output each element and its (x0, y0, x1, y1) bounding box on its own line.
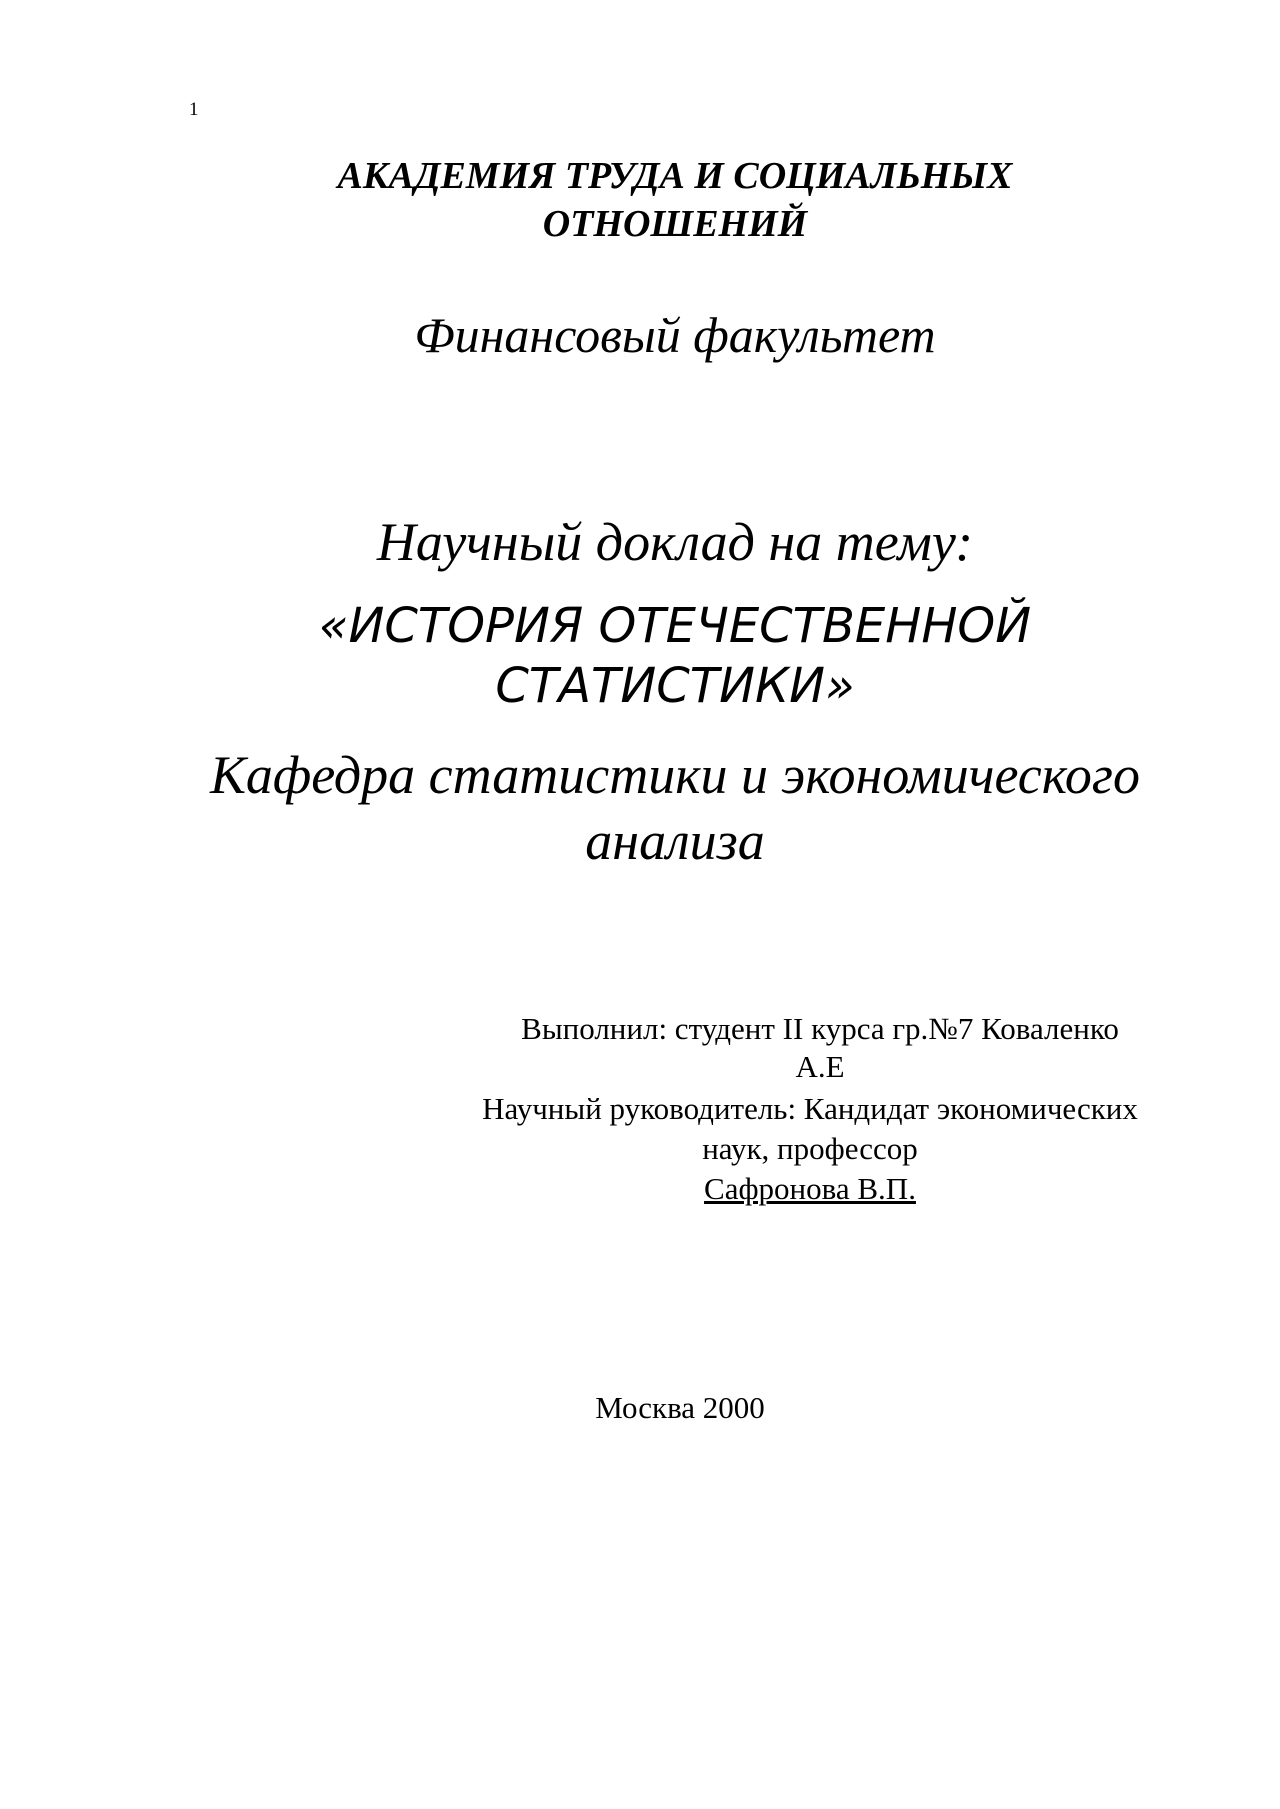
supervisor-line-1: Научный руководитель: Кандидат экономических (482, 1091, 1138, 1126)
supervisor-credit (430, 1089, 1190, 1209)
report-title (180, 596, 1170, 716)
report-title-line-2: СТАТИСТИКИ» (495, 658, 855, 714)
department-name-line-2: анализа (585, 811, 765, 871)
department-name-line-1: Кафедра статистики и экономического (210, 745, 1140, 805)
academy-name-line-2: ОТНОШЕНИЙ (542, 203, 808, 245)
supervisor-title: наук, профессор (702, 1131, 918, 1166)
city-year: Москва 2000 (595, 1390, 765, 1425)
performer-line-2: А.Е (795, 1049, 845, 1084)
department-name (180, 742, 1170, 874)
report-intro: Научный доклад на тему: (376, 512, 974, 572)
performer-line-1: Выполнил: студент II курса гр.№7 Коваленко (521, 1011, 1119, 1046)
supervisor-name: Сафронова В.П. (704, 1171, 916, 1206)
supervisor-line-2 (430, 1129, 1190, 1209)
academy-name (180, 152, 1170, 248)
academy-name-line-1: АКАДЕМИЯ ТРУДА И СОЦИАЛЬНЫХ (337, 155, 1013, 197)
page-number: 1 (189, 99, 199, 120)
report-title-line-1: «ИСТОРИЯ ОТЕЧЕСТВЕННОЙ (318, 598, 1032, 654)
performer-credit (470, 1010, 1170, 1086)
faculty-name: Финансовый факультет (414, 307, 936, 363)
